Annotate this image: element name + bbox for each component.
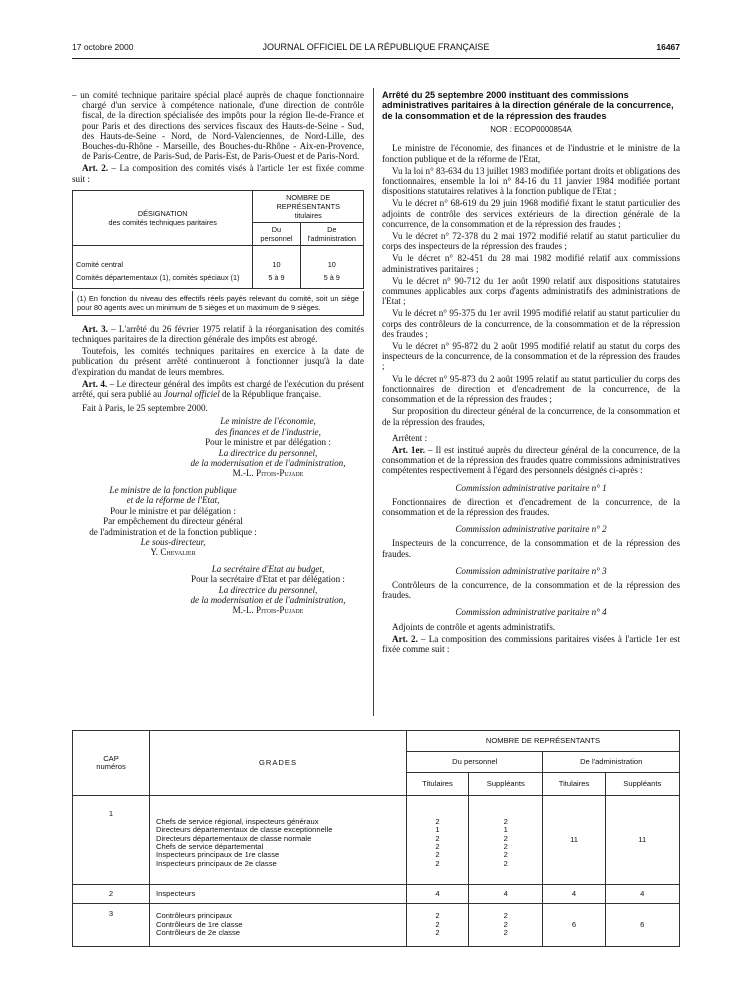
grade-item: Inspecteurs principaux de 2e classe	[156, 858, 277, 868]
header-date: 17 octobre 2000	[72, 42, 134, 52]
article-1-label: Art. 1er.	[392, 444, 425, 455]
sig2-line: Pour le ministre et par délégation :	[110, 505, 236, 516]
article-3-label: Art. 3.	[82, 323, 108, 334]
sig1-line: des finances et de l'industrie,	[215, 426, 321, 437]
committees-table	[72, 190, 364, 289]
sig1-signatory: M.-L. Pitois-Pujade	[232, 468, 304, 479]
pers-sup-cell	[469, 904, 543, 947]
table-row	[73, 271, 364, 289]
th-cap	[73, 731, 150, 796]
sig2-line: Le sous-directeur,	[140, 536, 206, 547]
right-column	[382, 90, 680, 656]
sig1-line: de la modernisation et de l'administration,	[190, 458, 346, 469]
value: 2	[435, 919, 440, 929]
th-cap-label: CAP	[103, 753, 119, 763]
article-3-text: – L'arrêté du 26 février 1975 relatif à la réorganisation des comités techniques paritaires de la direction générale des impôts est abrogé.	[72, 323, 365, 345]
article-2-right	[382, 634, 680, 654]
preamble-paragraph: Vu le décret n° 95-872 du 2 août 1995 modifié relatif au statut du corps des inspecteurs de la concurrence, de la consommation et de la répression des fraudes ;	[382, 341, 680, 372]
admin-sup-cell: 4	[605, 885, 679, 904]
grade-item: Chefs de service départemental	[156, 842, 264, 851]
cap-number: 2	[73, 885, 150, 904]
grade-item: Contrôleurs principaux	[156, 911, 232, 921]
value: 2	[503, 833, 508, 843]
sig2-line: de l'administration et de la fonction publique :	[89, 526, 257, 537]
preamble-paragraph: Le ministre de l'économie, des finances et de l'industrie et le ministre de la fonction publique et de la réforme de l'Etat,	[382, 143, 680, 164]
table-row	[73, 885, 680, 904]
th-nombre-sub: titulaires	[294, 210, 322, 220]
sig3-signatory: M.-L. Pitois-Pujade	[232, 605, 304, 616]
article-3	[72, 324, 364, 344]
th-suppleants: Suppléants	[605, 773, 679, 796]
value: 1	[503, 825, 508, 835]
grade-item: Chefs de service régional, inspecteurs généraux	[156, 816, 319, 826]
th-designation	[73, 190, 253, 245]
table-footnote: (1) En fonction du niveau des effectifs réels payés relevant du comité, soit un siège pour 80 agents avec un minimum de 5 sièges et un maximum de 9 sièges.	[72, 291, 364, 316]
admin-sup-cell: 11	[605, 796, 679, 885]
decree-title: Arrêté du 25 septembre 2000 instituant des commissions administratives paritaires à la direction générale de la concurrence, de la consommation et de la répression des fraudes	[382, 90, 674, 121]
sig1-line: Pour le ministre et par délégation :	[205, 437, 331, 448]
preamble-paragraph: Vu le décret n° 95-375 du 1er avril 1995 modifié relatif au statut particulier du corps des contrôleurs de la concurrence, de la consommation et de la répression des fraudes ;	[382, 308, 680, 339]
arretent: Arrêtent :	[392, 432, 428, 443]
table-row	[73, 245, 364, 271]
value: 2	[503, 850, 508, 860]
article-2-text: – La composition des comités visés à l'article 1er est fixée comme suit :	[72, 163, 364, 184]
value: 2	[435, 833, 440, 843]
dash-item: – un comité technique paritaire spécial placé auprès de chaque fonctionnaire chargé d'un service à compétence nationale, d'une direction de contrôle fiscal, de la direction spécialisée des impôts pour la région Ile-de-France et pour Paris et des directions des services fiscaux des Hauts-de-Seine - Sud, des Hauts-de-Seine - Nord, de Nord-Valenciennes, de Nord-Lille, des Bouches-du-Rhône - Marseille, des Bouches-du-Rhône - Aix-en-Provence, de Paris-Centre, de Paris-Sud, de Paris-Est, de Paris-Ouest et de Paris-Nord.	[72, 90, 364, 162]
th-titulaires: Titulaires	[543, 773, 605, 796]
th-admin: De l'administration	[300, 222, 364, 245]
value: 2	[435, 842, 440, 851]
value: 2	[503, 842, 508, 851]
grade-item: Inspecteurs principaux de 1re classe	[156, 850, 280, 860]
header-rule	[72, 58, 680, 59]
article-4	[72, 379, 364, 399]
preamble-paragraph: Vu le décret n° 90-712 du 1er août 1990 relatif aux dispositions statutaires communes applicables aux corps d'agents administratifs des administrations de l'Etat ;	[382, 275, 680, 307]
commission-title: Commission administrative paritaire n° 3	[455, 565, 607, 576]
preamble-paragraph: Vu le décret n° 95-873 du 2 août 1995 relatif au statut particulier du corps des fonctionnaires de direction et d'encadrement de la concurrence, de la consommation et de la répression des fraudes ;	[382, 373, 680, 405]
preamble-paragraph: Vu le décret n° 82-451 du 28 mai 1982 modifié relatif aux commissions administratives paritaires ;	[382, 253, 680, 274]
row-label: Comité central	[73, 245, 253, 271]
pers-tit-cell	[407, 796, 469, 885]
article-1	[382, 445, 680, 476]
value: 2	[503, 928, 508, 938]
header-page-number: 16467	[656, 42, 680, 52]
th-nombre: NOMBRE DE REPRÉSENTANTS	[407, 731, 680, 752]
grade-item: Contrôleurs de 1re classe	[156, 919, 243, 929]
article-4-text: – Le directeur général des impôts est chargé de l'exécution du présent arrêté, qui sera publié au	[72, 378, 364, 400]
cap-number: 3	[73, 904, 150, 947]
admin-sup-cell: 6	[605, 904, 679, 947]
article-2-right-text: – La composition des commissions paritaires visées à l'article 1er est fixée comme suit :	[382, 633, 680, 654]
value: 2	[503, 816, 508, 826]
value: 2	[435, 928, 440, 938]
value: 1	[435, 825, 440, 835]
th-designation-sub: des comités techniques paritaires	[108, 217, 217, 227]
grade-item: Directeurs départementaux de classe normale	[156, 833, 312, 843]
admin-tit-cell: 4	[543, 885, 605, 904]
row-label: Comités départementaux (1), comités spéciaux (1)	[73, 271, 253, 289]
commission-text: Contrôleurs de la concurrence, de la consommation et de la répression des fraudes.	[382, 579, 680, 601]
sig1-line: Le ministre de l'économie,	[220, 416, 316, 427]
fait-a-paris: Fait à Paris, le 25 septembre 2000.	[82, 403, 208, 414]
commission-text: Adjoints de contrôle et agents administratifs.	[392, 621, 556, 632]
th-titulaires: Titulaires	[407, 773, 469, 796]
nor-reference: NOR : ECOP0000854A	[490, 125, 572, 135]
commission-text: Inspecteurs de la concurrence, de la consommation et de la répression des fraudes.	[382, 538, 680, 559]
th-grades: GRADES	[150, 731, 407, 796]
value: 2	[435, 850, 440, 860]
value: 2	[503, 919, 508, 929]
preamble-paragraph: Vu le décret n° 68-619 du 29 juin 1968 modifié fixant le statut particulier des adjoints de contrôle des services extérieurs de la direction générale de la concurrence, de la consommation et de la répression des fraudes ;	[382, 198, 680, 229]
row-admin: 5 à 9	[300, 271, 364, 289]
preamble-paragraph: Vu la loi n° 83-634 du 13 juillet 1983 modifiée portant droits et obligations des fonctionnaires, ensemble la loi n° 84-16 du 11 janvier 1984 modifiée portant dispositions statutaires relatives à la fonction publique de l'Etat ;	[382, 165, 680, 197]
value: 2	[435, 858, 440, 868]
article-2-label: Art. 2.	[82, 163, 109, 174]
pers-tit-cell	[407, 904, 469, 947]
sig2-line: et de la réforme de l'Etat,	[126, 495, 220, 506]
commission-title: Commission administrative paritaire n° 4	[455, 607, 607, 618]
running-header	[72, 42, 680, 56]
admin-tit-cell: 11	[543, 796, 605, 885]
signature-block-3	[72, 564, 364, 616]
sig3-line: Pour la secrétaire d'Etat et par délégation :	[191, 574, 345, 585]
cap-composition-table	[72, 730, 680, 947]
preamble-paragraph: Vu le décret n° 72-378 du 2 mai 1972 modifié relatif au statut particulier du corps des inspecteurs de la répression des fraudes ;	[382, 231, 680, 252]
article-2-right-label: Art. 2.	[392, 633, 418, 644]
th-admin: De l'administration	[543, 752, 680, 773]
th-cap-sub: numéros	[96, 762, 126, 771]
signature-block-1	[72, 416, 364, 478]
table-row	[73, 904, 680, 947]
sig2-line: Par empêchement du directeur général	[103, 516, 243, 527]
sig1-line: La directrice du personnel,	[218, 447, 318, 458]
row-admin: 10	[300, 245, 364, 271]
journal-officiel-italic: Journal officiel	[163, 389, 220, 400]
pers-sup-cell	[469, 796, 543, 885]
article-3-paragraph-2: Toutefois, les comités techniques paritaires en exercice à la date de publication du présent arrêté continueront à fonctionner jusqu'à la date d'expiration du mandat de leurs membres.	[72, 346, 364, 377]
signature-block-2	[72, 485, 364, 558]
sig3-line: La directrice du personnel,	[218, 584, 318, 595]
th-suppleants: Suppléants	[469, 773, 543, 796]
admin-tit-cell: 6	[543, 904, 605, 947]
grade-item: Directeurs départementaux de classe exceptionnelle	[156, 825, 333, 835]
th-personnel: Du personnel	[253, 222, 300, 245]
pers-tit-cell: 4	[407, 885, 469, 904]
sig3-line: de la modernisation et de l'administration,	[190, 594, 346, 605]
th-nombre-label: NOMBRE DE REPRÉSENTANTS	[276, 192, 340, 211]
value: 2	[435, 816, 440, 826]
value: 2	[503, 858, 508, 868]
pers-sup-cell: 4	[469, 885, 543, 904]
preamble-paragraph: Sur proposition du directeur général de la concurrence, de la consommation et de la répression des fraudes,	[382, 406, 680, 427]
sig2-line: Le ministre de la fonction publique	[109, 484, 237, 495]
article-1-text: – Il est institué auprès du directeur général de la concurrence, de la consommation et de la répression des fraudes quatre commissions administratives compétentes respectivement à l'égard des personnels désignés ci-après :	[382, 444, 680, 476]
th-nombre	[253, 190, 364, 222]
commission-text: Fonctionnaires de direction et d'encadrement de la concurrence, de la consommation et de la répression des fraudes.	[382, 496, 680, 517]
article-4-label: Art. 4.	[82, 378, 108, 389]
column-divider	[373, 88, 374, 716]
grade-item: Inspecteurs	[150, 885, 407, 904]
left-column	[72, 90, 364, 616]
sig3-line: La secrétaire d'Etat au budget,	[211, 563, 325, 574]
th-personnel: Du personnel	[407, 752, 543, 773]
commission-title: Commission administrative paritaire n° 1	[455, 482, 607, 493]
table-row	[73, 796, 680, 885]
row-personnel: 5 à 9	[253, 271, 300, 289]
grade-item: Contrôleurs de 2e classe	[156, 928, 240, 938]
row-personnel: 10	[253, 245, 300, 271]
article-2-left	[72, 163, 364, 183]
grades-cell	[150, 796, 407, 885]
sig2-signatory: Y. Chevalier	[150, 547, 196, 558]
grades-cell	[150, 904, 407, 947]
th-designation-label: DÉSIGNATION	[137, 208, 188, 218]
article-4-end: de la République française.	[219, 389, 321, 400]
value: 2	[435, 911, 440, 921]
header-journal-title: JOURNAL OFFICIEL DE LA RÉPUBLIQUE FRANÇAISE	[262, 42, 490, 52]
commission-title: Commission administrative paritaire n° 2	[455, 524, 607, 535]
value: 2	[503, 911, 508, 921]
cap-number: 1	[73, 796, 150, 885]
